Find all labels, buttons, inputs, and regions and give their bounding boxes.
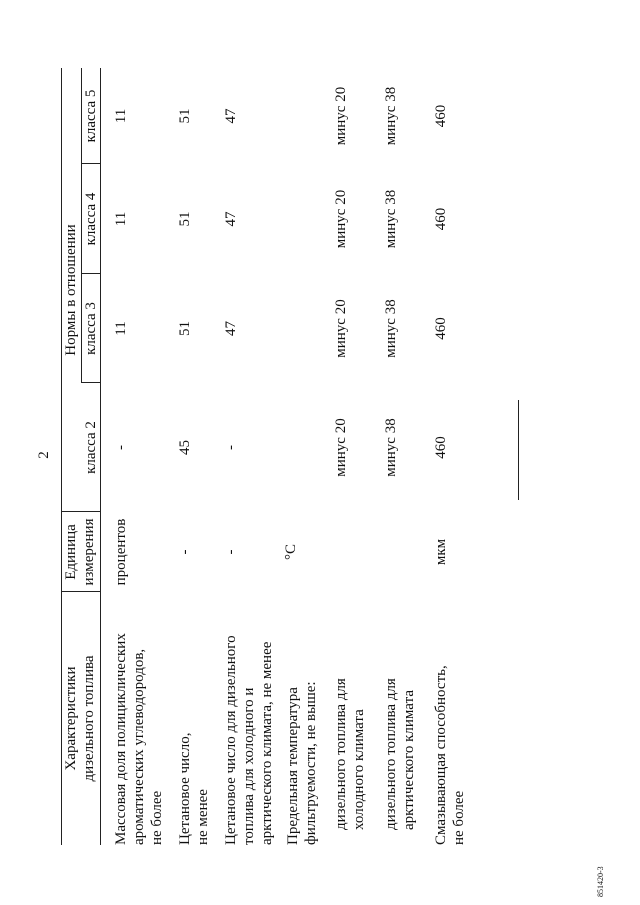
header-class-5: класса 5 xyxy=(83,89,99,143)
row-cetane-unit: - xyxy=(177,549,193,555)
row-filter-unit: °C xyxy=(283,544,299,561)
end-rule xyxy=(518,400,519,500)
row-cetane-class5: 51 xyxy=(177,108,193,124)
row-cold-class2: минус 20 xyxy=(333,418,349,477)
row-pah-label-3: не более xyxy=(149,790,165,845)
header-unit-line1: Единица xyxy=(63,524,79,580)
row-pah-class2: - xyxy=(113,445,129,450)
row-cetane-class4: 51 xyxy=(177,211,193,227)
row-arctic-class4: минус 38 xyxy=(383,189,399,249)
header-class-3: класса 3 xyxy=(83,302,99,355)
row-pah-label-1: Массовая доля полициклических xyxy=(113,633,129,845)
header-class-2: класса 2 xyxy=(83,421,99,474)
header-characteristic-line2: дизельного топлива xyxy=(81,655,97,782)
header-class-4: класса 4 xyxy=(83,192,99,246)
norms-divider xyxy=(81,68,82,383)
row-cetane-cold-label-1: Цетановое число для дизельного xyxy=(223,635,239,845)
row-cetane-cold-class3: 47 xyxy=(223,321,239,336)
row-arctic-class3: минус 38 xyxy=(383,299,399,358)
row-pah-label-2: ароматических углеводородов, xyxy=(131,648,147,845)
row-cetane-cold-unit: - xyxy=(223,549,239,555)
header-norms: Нормы в отношении xyxy=(63,224,79,356)
row-arctic-class5: минус 38 xyxy=(383,86,399,146)
row-cold-class3: минус 20 xyxy=(333,299,349,358)
row-cold-class4: минус 20 xyxy=(333,189,349,249)
row-cetane-cold-label-2: топлива для холодного и xyxy=(241,687,257,845)
page-number: 2 xyxy=(36,451,52,459)
row-cetane-cold-label-3: арктического климата, не менее xyxy=(259,641,275,845)
row-pah-class3: 11 xyxy=(113,321,129,336)
row-cetane-label-1: Цетановое число, xyxy=(177,732,193,845)
row-filter-label-1: Предельная температура xyxy=(285,687,301,845)
row-pah-unit: процентов xyxy=(113,518,129,586)
row-cetane-label-2: не менее xyxy=(195,789,211,845)
row-lubricity-class2: 460 xyxy=(433,436,449,459)
row-lubricity-label-1: Смазывающая способность, xyxy=(433,665,449,845)
row-lubricity-unit: мкм xyxy=(433,538,449,566)
row-lubricity-class5: 460 xyxy=(433,104,449,128)
row-pah-class5: 11 xyxy=(113,108,129,124)
row-cetane-cold-class5: 47 xyxy=(223,108,239,124)
row-lubricity-class4: 460 xyxy=(433,207,449,231)
row-arctic-label-2: арктического климата xyxy=(401,690,417,830)
row-cold-label-2: холодного климата xyxy=(351,709,367,830)
row-arctic-label-1: дизельного топлива для xyxy=(383,678,399,830)
row-pah-class4: 11 xyxy=(113,211,129,227)
table-top-border xyxy=(61,68,62,845)
row-cold-label-1: дизельного топлива для xyxy=(333,678,349,830)
row-cetane-cold-class4: 47 xyxy=(223,211,239,227)
footer-code: 851420-3 xyxy=(596,866,605,897)
row-arctic-class2: минус 38 xyxy=(383,418,399,477)
row-cold-class5: минус 20 xyxy=(333,86,349,146)
row-cetane-class2: 45 xyxy=(177,440,193,455)
header-bottom-border xyxy=(100,68,101,845)
header-characteristic-line1: Характеристики xyxy=(63,666,79,771)
row-lubricity-class3: 460 xyxy=(433,317,449,340)
header-unit-line2: измерения xyxy=(81,518,97,586)
row-cetane-class3: 51 xyxy=(177,321,193,336)
row-filter-label-2: фильтруемости, не выше: xyxy=(303,681,319,845)
row-lubricity-label-2: не более xyxy=(451,790,467,845)
row-cetane-cold-class2: - xyxy=(223,445,239,450)
